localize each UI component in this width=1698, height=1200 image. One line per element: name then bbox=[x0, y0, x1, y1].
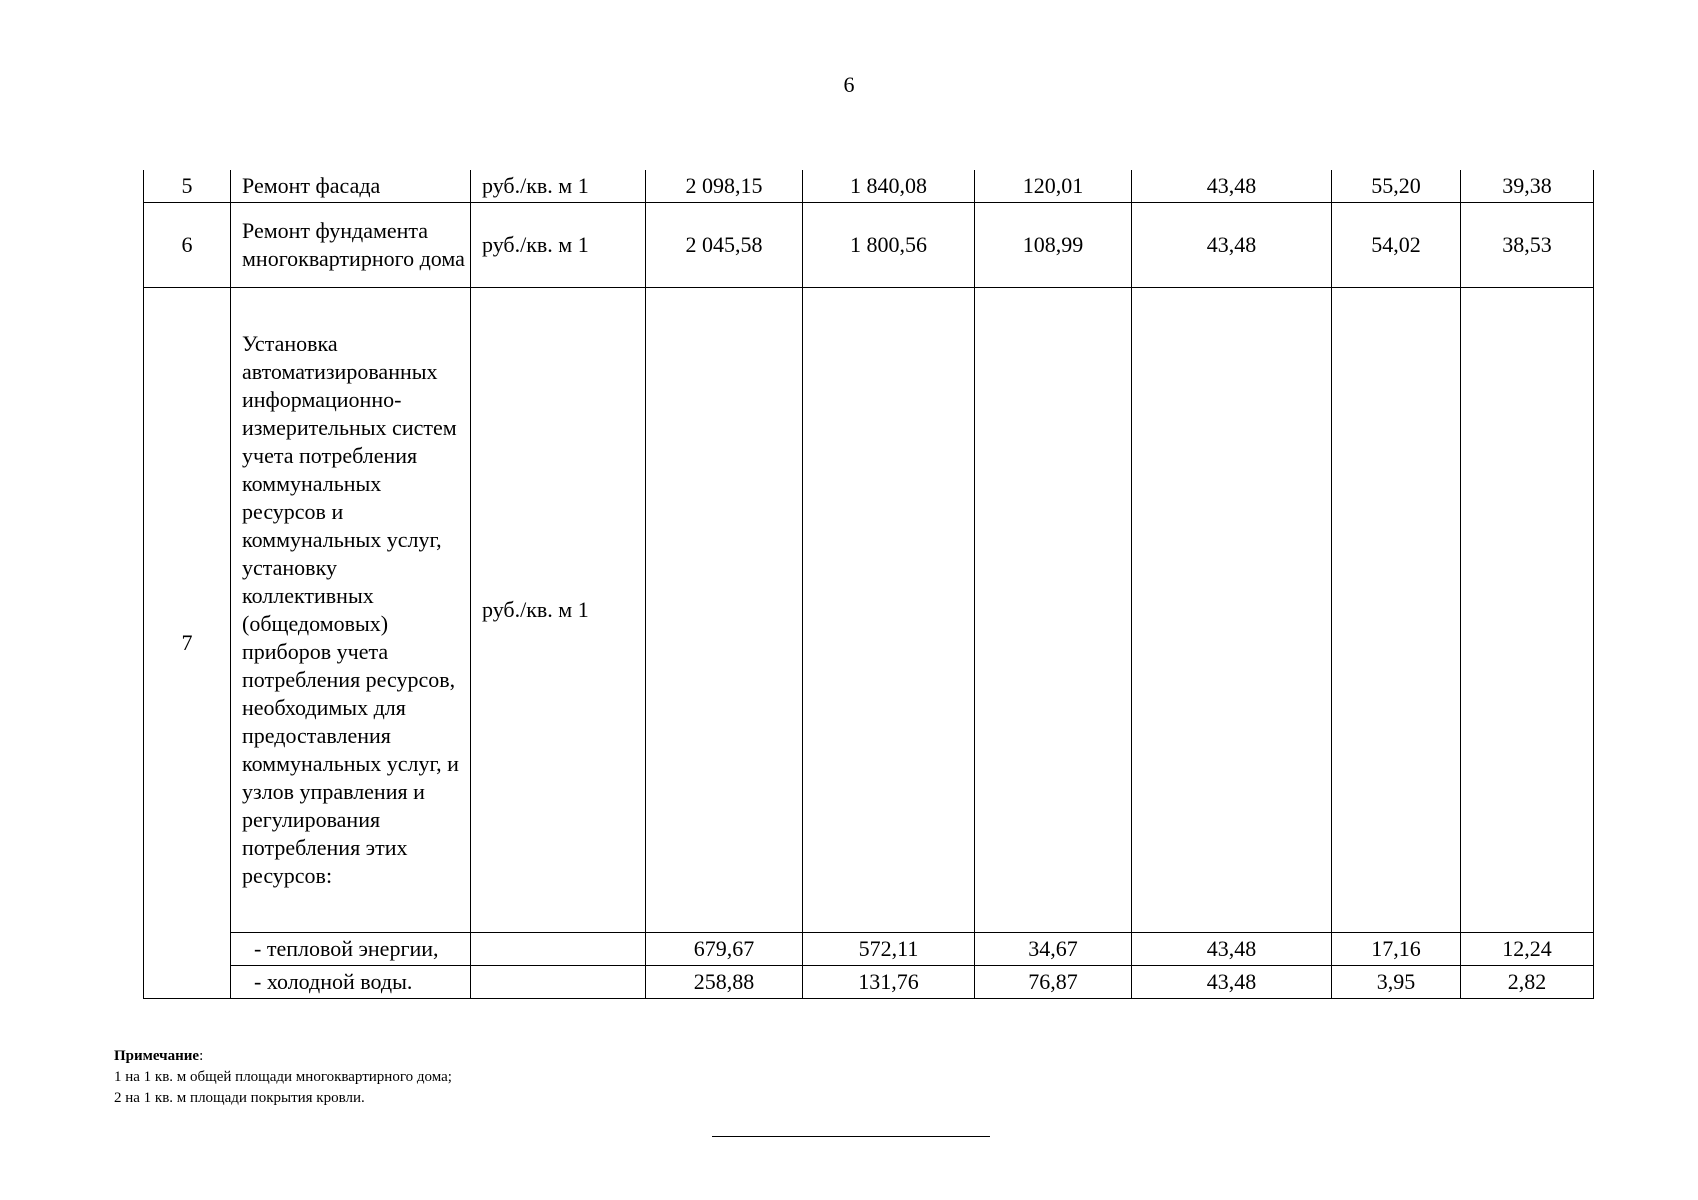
value-cell: 38,53 bbox=[1461, 203, 1594, 288]
value-cell: 43,48 bbox=[1132, 203, 1332, 288]
value-cell: 54,02 bbox=[1332, 203, 1461, 288]
value-cell: 55,20 bbox=[1332, 170, 1461, 203]
value-cell: 39,38 bbox=[1461, 170, 1594, 203]
value-cell: 43,48 bbox=[1132, 170, 1332, 203]
value-cell: 12,24 bbox=[1461, 933, 1594, 966]
note-line: 1 на 1 кв. м общей площади многоквартирного дома; bbox=[114, 1069, 452, 1085]
table-row bbox=[144, 170, 1594, 203]
value-cell: 3,95 bbox=[1332, 966, 1461, 999]
value-cell: 258,88 bbox=[646, 966, 803, 999]
value-cell bbox=[975, 288, 1132, 933]
note-title: Примечание bbox=[114, 1048, 200, 1064]
cost-table bbox=[143, 170, 1594, 999]
value-cell: 43,48 bbox=[1132, 966, 1332, 999]
value-cell: 34,67 bbox=[975, 933, 1132, 966]
value-cell: 2 045,58 bbox=[646, 203, 803, 288]
table-row bbox=[144, 288, 1594, 933]
value-cell: 1 800,56 bbox=[803, 203, 975, 288]
table-row bbox=[144, 203, 1594, 288]
work-name: Установка автоматизированных информационно-измерительных систем учета потребления коммунальных ресурсов и коммунальных услуг, установку коллективных (общедомовых) приборов учета потребления ресурсов, необходимых для предоставления коммунальных услуг, и узлов управления и регулирования потребления этих ресурсов: bbox=[231, 288, 471, 933]
unit-cell: руб./кв. м 1 bbox=[471, 288, 646, 933]
value-cell bbox=[646, 288, 803, 933]
value-cell: 43,48 bbox=[1132, 933, 1332, 966]
page-number: 6 bbox=[843, 72, 855, 97]
value-cell bbox=[1332, 288, 1461, 933]
value-cell bbox=[1461, 288, 1594, 933]
value-cell: 131,76 bbox=[803, 966, 975, 999]
work-name: Ремонт фундамента многоквартирного дома bbox=[231, 203, 471, 288]
table-subrow bbox=[144, 933, 1594, 966]
value-cell: 2 098,15 bbox=[646, 170, 803, 203]
note-colon: : bbox=[199, 1048, 204, 1064]
note-line: 2 на 1 кв. м площади покрытия кровли. bbox=[114, 1090, 365, 1106]
table-subrow bbox=[144, 966, 1594, 999]
row-number: 6 bbox=[144, 203, 231, 288]
work-name: Ремонт фасада bbox=[231, 170, 471, 203]
value-cell: 76,87 bbox=[975, 966, 1132, 999]
unit-cell bbox=[471, 966, 646, 999]
unit-cell: руб./кв. м 1 bbox=[471, 170, 646, 203]
subrow-name: - холодной воды. bbox=[231, 966, 471, 999]
note-heading bbox=[114, 1046, 452, 1067]
value-cell: 120,01 bbox=[975, 170, 1132, 203]
value-cell: 1 840,08 bbox=[803, 170, 975, 203]
value-cell: 2,82 bbox=[1461, 966, 1594, 999]
value-cell bbox=[1132, 288, 1332, 933]
row-number: 5 bbox=[144, 170, 231, 203]
closing-rule bbox=[712, 1136, 990, 1137]
unit-cell: руб./кв. м 1 bbox=[471, 203, 646, 288]
value-cell: 17,16 bbox=[1332, 933, 1461, 966]
unit-cell bbox=[471, 933, 646, 966]
subrow-name: - тепловой энергии, bbox=[231, 933, 471, 966]
value-cell bbox=[803, 288, 975, 933]
value-cell: 679,67 bbox=[646, 933, 803, 966]
value-cell: 572,11 bbox=[803, 933, 975, 966]
value-cell: 108,99 bbox=[975, 203, 1132, 288]
footnote bbox=[114, 1046, 452, 1109]
row-number: 7 bbox=[144, 288, 231, 999]
